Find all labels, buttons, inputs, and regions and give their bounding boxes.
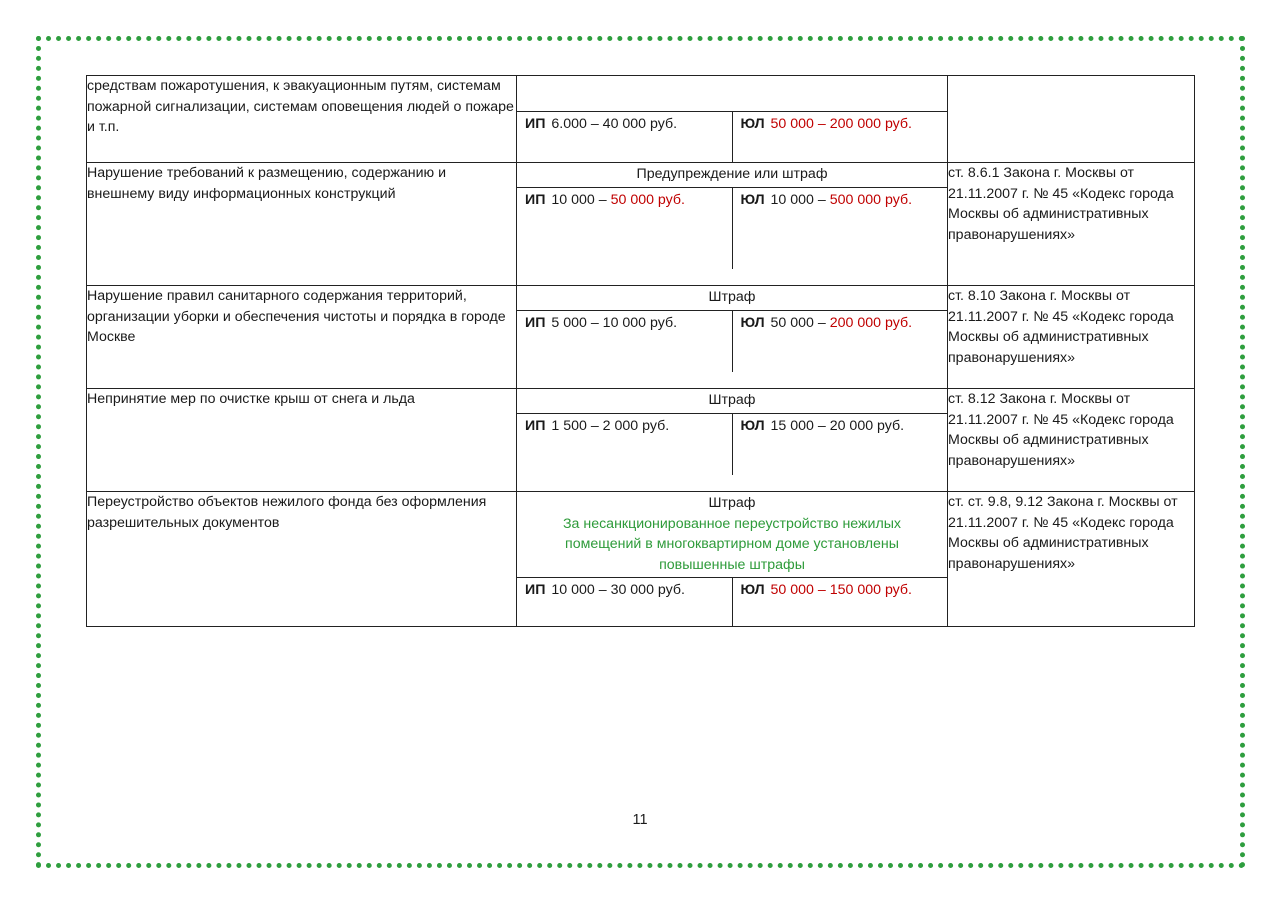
ip-penalty bbox=[517, 112, 733, 162]
penalty-type bbox=[517, 76, 947, 111]
law-reference-cell: ст. ст. 9.8, 9.12 Закона г. Москвы от 21.11.2007 г. № 45 «Кодекс города Москвы об административных правонарушениях» bbox=[948, 492, 1195, 627]
ip-amount: 6.000 – 40 000 руб. bbox=[551, 116, 678, 132]
ul-penalty bbox=[733, 414, 948, 475]
penalty-type: Предупреждение или штраф bbox=[636, 166, 828, 182]
offense-cell: Нарушение правил санитарного содержания территорий, организации уборки и обеспечения чистоты и порядка в городе Москве bbox=[87, 286, 517, 389]
penalty-amounts bbox=[517, 111, 947, 162]
penalty-amounts bbox=[517, 310, 947, 372]
ip-amount: 1 500 – 2 000 руб. bbox=[551, 417, 670, 434]
penalty-amounts bbox=[517, 187, 947, 269]
penalty-type-label: Штраф bbox=[708, 495, 756, 511]
ip-amount-red: 50 000 руб. bbox=[610, 191, 685, 208]
offense-cell: средствам пожаротушения, к эвакуационным путям, системам пожарной сигнализации, системам оповещения людей о пожаре и т.п. bbox=[87, 76, 517, 163]
ul-label: ЮЛ bbox=[740, 417, 765, 434]
penalty-cell bbox=[517, 76, 948, 163]
law-reference-cell bbox=[948, 76, 1195, 163]
ip-amount: 10 000 – 30 000 руб. bbox=[551, 582, 685, 598]
offense-cell: Непринятие мер по очистке крыш от снега и льда bbox=[87, 389, 517, 492]
ul-label: ЮЛ bbox=[740, 191, 765, 208]
offense-cell: Нарушение требований к размещению, содержанию и внешнему виду информационных конструкций bbox=[87, 163, 517, 286]
ul-penalty bbox=[733, 311, 948, 372]
law-reference-cell: ст. 8.6.1 Закона г. Москвы от 21.11.2007 г. № 45 «Кодекс города Москвы об административных правонарушениях» bbox=[948, 163, 1195, 286]
penalty-cell bbox=[517, 286, 948, 389]
offense-cell: Переустройство объектов нежилого фонда без оформления разрешительных документов bbox=[87, 492, 517, 627]
penalty-amounts bbox=[517, 413, 947, 475]
ul-label: ЮЛ bbox=[740, 582, 765, 598]
ul-label: ЮЛ bbox=[740, 116, 765, 132]
ul-amount: 50 000 – bbox=[770, 314, 826, 331]
ip-label: ИП bbox=[525, 417, 546, 434]
fines-table bbox=[86, 75, 1195, 627]
ul-amount-red: 500 000 руб. bbox=[829, 191, 913, 208]
ip-amount: 5 000 – 10 000 руб. bbox=[551, 314, 678, 331]
ul-amount: 10 000 – bbox=[770, 191, 826, 208]
penalty-type: Штраф bbox=[708, 392, 756, 408]
ip-penalty bbox=[517, 414, 733, 475]
ip-penalty bbox=[517, 311, 733, 372]
penalty-cell bbox=[517, 492, 948, 627]
ip-label: ИП bbox=[525, 116, 546, 132]
ul-penalty bbox=[733, 188, 948, 269]
ul-amount-red: 50 000 – 200 000 руб. bbox=[770, 116, 912, 132]
penalty-amounts bbox=[517, 577, 947, 626]
ul-amount-red: 50 000 – 150 000 руб. bbox=[770, 582, 912, 598]
ip-label: ИП bbox=[525, 191, 546, 208]
page-number: 11 bbox=[632, 812, 648, 828]
ul-penalty bbox=[733, 578, 948, 626]
table-row bbox=[87, 76, 1195, 163]
law-reference-cell: ст. 8.10 Закона г. Москвы от 21.11.2007 г. № 45 «Кодекс города Москвы об административных правонарушениях» bbox=[948, 286, 1195, 389]
table-row bbox=[87, 286, 1195, 389]
penalty-note: За несанкционированное переустройство нежилых помещений в многоквартирном доме установлены повышенные штрафы bbox=[562, 515, 902, 573]
ip-amount: 10 000 – bbox=[551, 191, 607, 208]
law-reference-cell: ст. 8.12 Закона г. Москвы от 21.11.2007 г. № 45 «Кодекс города Москвы об административных правонарушениях» bbox=[948, 389, 1195, 492]
table-row bbox=[87, 492, 1195, 627]
ip-penalty bbox=[517, 578, 733, 626]
table-row bbox=[87, 389, 1195, 492]
ul-amount: 15 000 – 20 000 руб. bbox=[770, 417, 905, 434]
ul-amount-red: 200 000 руб. bbox=[829, 314, 913, 331]
penalty-cell bbox=[517, 163, 948, 286]
ul-penalty bbox=[733, 112, 948, 162]
table-row bbox=[87, 163, 1195, 286]
ip-penalty bbox=[517, 188, 733, 269]
penalty-type bbox=[517, 492, 947, 577]
ul-label: ЮЛ bbox=[740, 314, 765, 331]
ip-label: ИП bbox=[525, 314, 546, 331]
ip-label: ИП bbox=[525, 582, 546, 598]
penalty-type: Штраф bbox=[708, 289, 756, 305]
penalty-cell bbox=[517, 389, 948, 492]
